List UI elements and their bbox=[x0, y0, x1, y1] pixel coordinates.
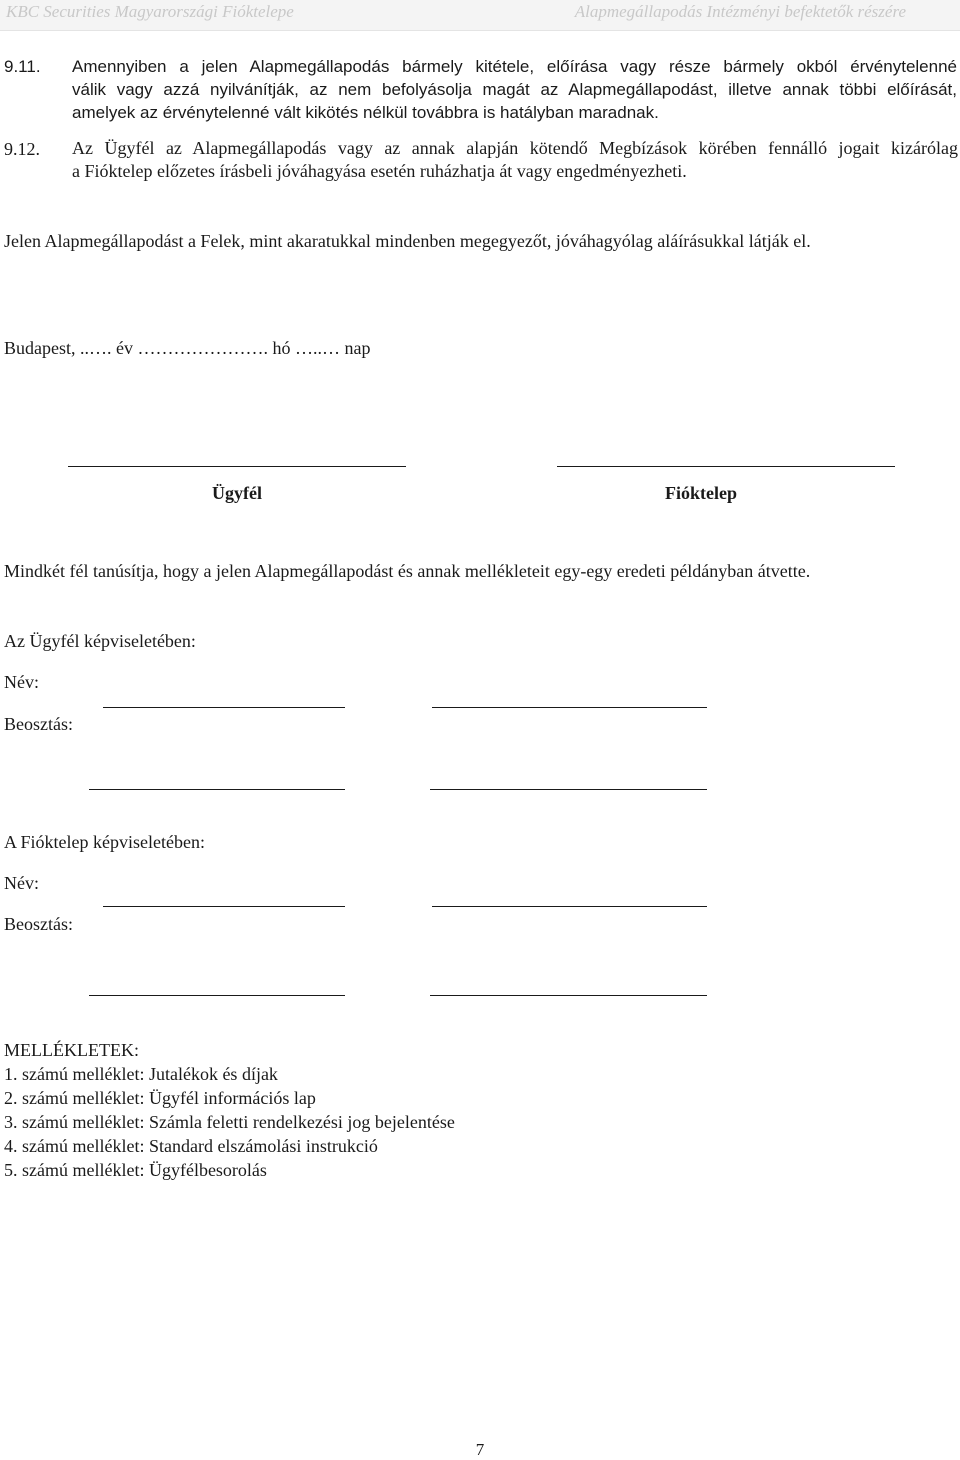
branch-rep-name-label: Név: bbox=[4, 873, 39, 893]
page-header bbox=[0, 0, 960, 31]
client-rep-heading: Az Ügyfél képviseletében: bbox=[4, 631, 196, 651]
clause-9-12-line: Az Ügyfél az Alapmegállapodás vagy az annak alapján kötendő Megbízások körében fennálló jogait kizárólag bbox=[72, 138, 958, 158]
client-rep-position-line-1 bbox=[89, 789, 345, 790]
branch-rep-position-line-2 bbox=[430, 995, 707, 996]
clause-9-11-text bbox=[72, 55, 957, 124]
client-rep-position-line-2 bbox=[430, 789, 707, 790]
clause-9-11-number: 9.11. bbox=[4, 57, 41, 76]
annexes-list bbox=[4, 1038, 455, 1182]
branch-rep-heading: A Fióktelep képviseletében: bbox=[4, 832, 205, 852]
branch-rep-position-label: Beosztás: bbox=[4, 914, 73, 934]
header-document-title: Alapmegállapodás Intézményi befektetők részére bbox=[574, 2, 906, 21]
annexes-heading: MELLÉKLETEK: bbox=[4, 1040, 139, 1060]
annex-item: 2. számú melléklet: Ügyfél információs lap bbox=[4, 1088, 316, 1108]
annex-item: 3. számú melléklet: Számla feletti rendelkezési jog bejelentése bbox=[4, 1112, 455, 1132]
client-signature-label: Ügyfél bbox=[212, 483, 262, 503]
acknowledgement-text: Mindkét fél tanúsítja, hogy a jelen Alapmegállapodást és annak mellékleteit egy-egy eredeti példányban átvette. bbox=[4, 561, 811, 581]
client-rep-name-label: Név: bbox=[4, 672, 39, 692]
clause-9-12-line: a Fióktelep előzetes írásbeli jóváhagyása esetén ruházhatja át vagy engedményezheti. bbox=[72, 161, 687, 181]
annex-item: 1. számú melléklet: Jutalékok és díjak bbox=[4, 1064, 278, 1084]
client-rep-name-line-2 bbox=[432, 707, 707, 708]
branch-signature-label: Fióktelep bbox=[665, 483, 737, 503]
branch-rep-name-line-1 bbox=[103, 906, 345, 907]
page-number: 7 bbox=[475, 1440, 485, 1459]
clause-9-12-text bbox=[72, 137, 958, 183]
branch-rep-position-line-1 bbox=[89, 995, 345, 996]
header-company: KBC Securities Magyarországi Fióktelepe bbox=[6, 2, 294, 21]
branch-signature-line bbox=[557, 466, 895, 467]
client-rep-position-label: Beosztás: bbox=[4, 714, 73, 734]
closing-statement: Jelen Alapmegállapodást a Felek, mint akaratukkal mindenben megegyezőt, jóváhagyólag aláírásukkal látják el. bbox=[4, 231, 811, 251]
clause-9-11-line: amelyek az érvénytelenné vált kikötés nélkül továbbra is hatályban maradnak. bbox=[72, 103, 659, 122]
annex-item: 5. számú melléklet: Ügyfélbesorolás bbox=[4, 1160, 267, 1180]
client-signature-line bbox=[68, 466, 406, 467]
branch-rep-name-line-2 bbox=[432, 906, 707, 907]
date-line: Budapest, ..…. év …………………. hó …..… nap bbox=[4, 338, 371, 358]
clause-9-12-number: 9.12. bbox=[4, 139, 40, 159]
clause-9-11-line: Amennyiben a jelen Alapmegállapodás bármely kitétele, előírása vagy része bármely okból érvénytelenné bbox=[72, 57, 957, 76]
annex-item: 4. számú melléklet: Standard elszámolási instrukció bbox=[4, 1136, 378, 1156]
client-rep-name-line-1 bbox=[103, 707, 345, 708]
clause-9-11-line: válik vagy azzá nyilvánítják, az nem befolyásolja magát az Alapmegállapodást, illetve annak többi előírását, bbox=[72, 80, 957, 99]
